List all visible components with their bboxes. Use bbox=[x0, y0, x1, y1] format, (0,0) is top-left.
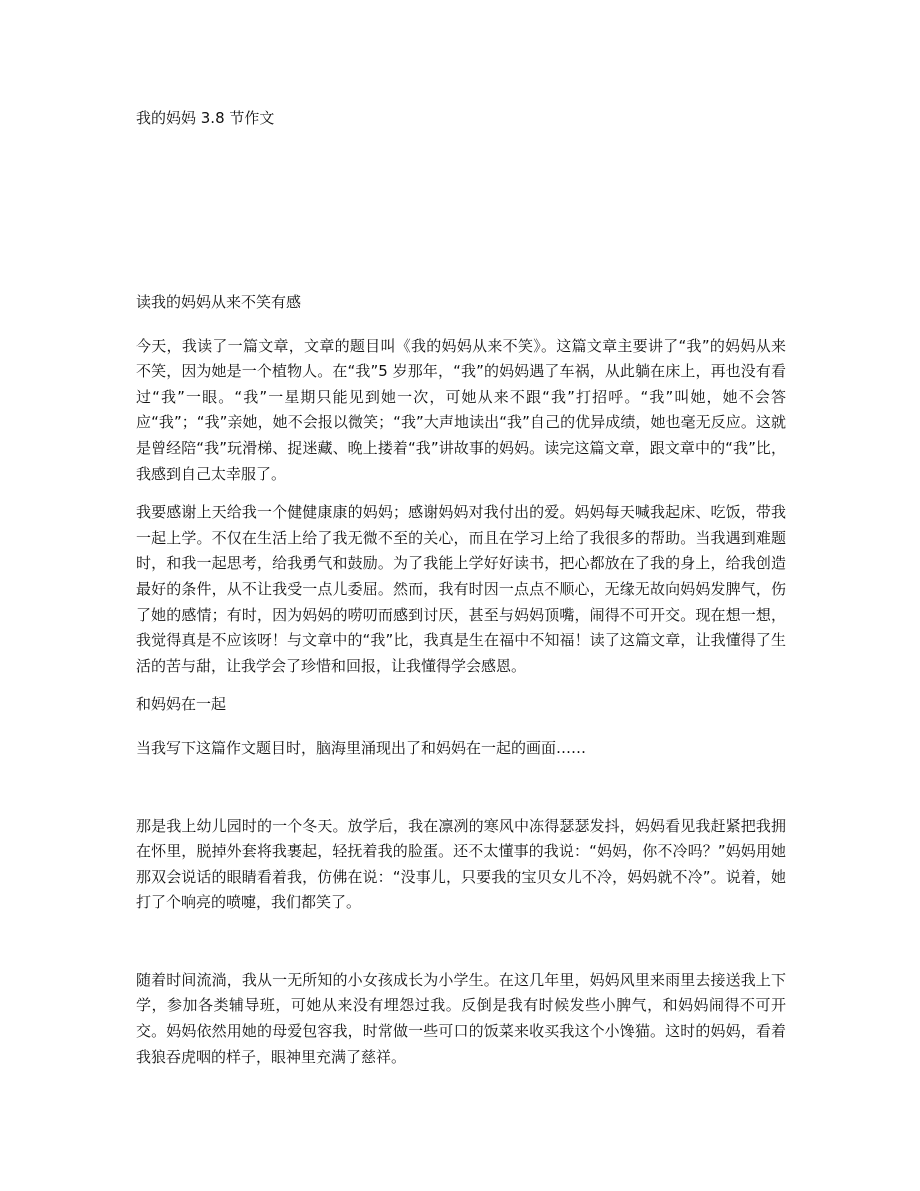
section-2-paragraph-1: 当我写下这篇作文题目时，脑海里涌现出了和妈妈在一起的画面…… bbox=[136, 738, 587, 757]
section-1-paragraph-1: 今天，我读了一篇文章，文章的题目叫《我的妈妈从来不笑》。这篇文章主要讲了“我”的妈妈从来不笑，因为她是一个植物人。在“我”5 岁那年，“我”的妈妈遇了车祸，从此躺在床上，再也没有看过“我”一眼。“我”一星期只能见到她一次，可她从来不跟“我”打招呼。“我”叫她，她不会答应“我”；“我”亲她，她不会报以微笑；“我”大声地读出“我”自己的优异成绩，她也毫无反应。这就是曾经陪“我”玩滑梯、捉迷藏、晚上搂着“我”讲故事的妈妈。读完这篇文章，跟文章中的“我”比，我感到自己太幸服了。 bbox=[136, 336, 786, 483]
document-body bbox=[136, 290, 786, 1083]
section-2-paragraph-2: 那是我上幼儿园时的一个冬天。放学后，我在凛冽的寒风中冻得瑟瑟发抖，妈妈看见我赶紧把我拥在怀里，脱掉外套将我裹起，轻抚着我的脸蛋。还不太懂事的我说：“妈妈，你不冷吗？”妈妈用她那双会说话的眼睛看着我，仿佛在说：“没事儿，只要我的宝贝女儿不冷，妈妈就不冷”。说着，她打了个响亮的喷嚏，我们都笑了。 bbox=[136, 816, 786, 912]
section-1-paragraph-2: 我要感谢上天给我一个健健康康的妈妈；感谢妈妈对我付出的爱。妈妈每天喊我起床、吃饭，带我一起上学。不仅在生活上给了我无微不至的关心，而且在学习上给了我很多的帮助。当我遇到难题时，和我一起思考，给我勇气和鼓励。为了我能上学好好读书，把心都放在了我的身上，给我创造最好的条件，从不让我受一点儿委屈。然而，我有时因一点点不顺心，无缘无故向妈妈发脾气，伤了她的感情；有时，因为妈妈的唠叨而感到讨厌，甚至与妈妈顶嘴，闹得不可开交。现在想一想，我觉得真是不应该呀！与文章中的“我”比，我真是生在福中不知福！读了这篇文章，让我懂得了生活的苦与甜，让我学会了珍惜和回报，让我懂得学会感恩。 bbox=[136, 503, 786, 675]
section-heading-1: 读我的妈妈从来不笑有感 bbox=[136, 293, 302, 311]
section-heading-2: 和妈妈在一起 bbox=[136, 695, 227, 714]
section-2-paragraph-3: 随着时间流淌，我从一无所知的小女孩成长为小学生。在这几年里，妈妈风里来雨里去接送我上下学，参加各类辅导班，可她从来没有埋怨过我。反倒是我有时候发些小脾气，和妈妈闹得不可开交。妈妈依然用她的母爱包容我，时常做一些可口的饭菜来收买我这个小馋猫。这时的妈妈，看着我狼吞虎咽的样子，眼神里充满了慈祥。 bbox=[136, 970, 786, 1066]
document-title: 我的妈妈 3.8 节作文 bbox=[136, 109, 275, 127]
